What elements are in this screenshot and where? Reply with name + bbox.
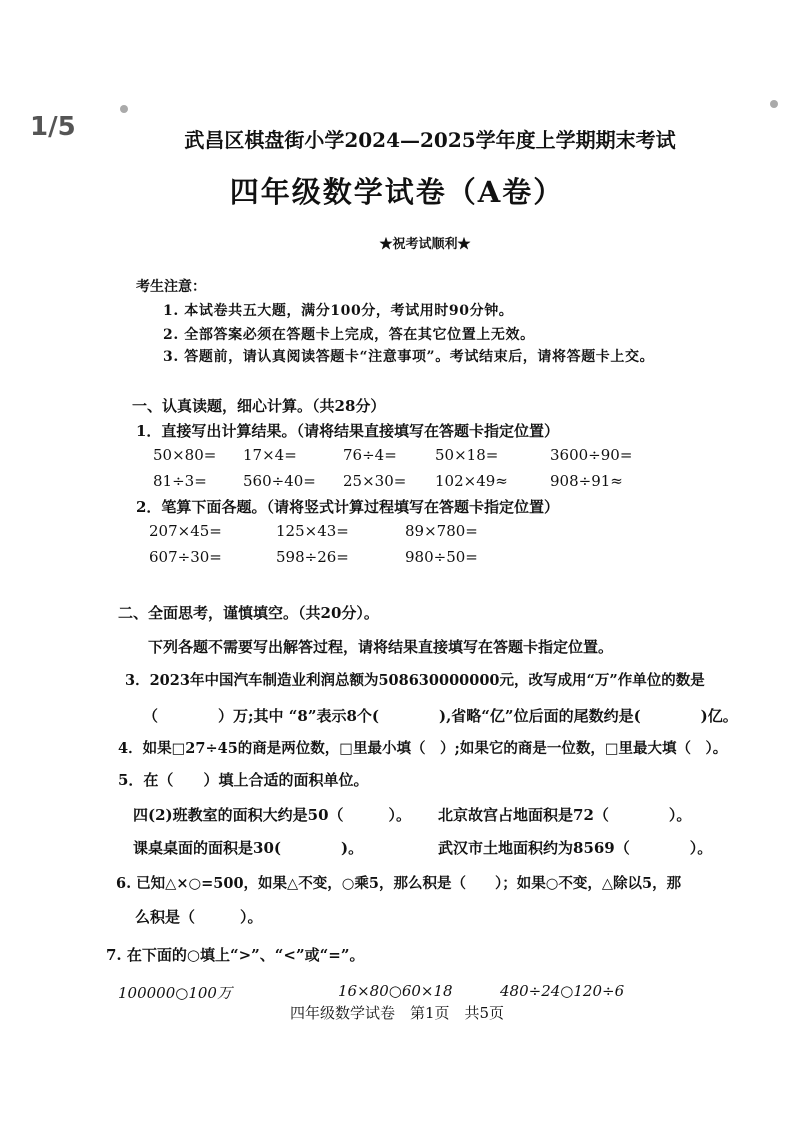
question-3-line-2: （ ）万;其中 “8”表示8个( ),省略“亿”位后面的尾数约是( )亿。	[143, 707, 738, 725]
question-5-item: 北京故宫占地面积是72（ ）。	[438, 806, 692, 824]
question-7-title: 7. 在下面的○填上“>”、“<”或“=”。	[106, 946, 365, 964]
scan-dot-mark	[770, 100, 778, 108]
calc-item: 50×18=	[435, 446, 499, 464]
section-2-heading: 二、全面思考，谨慎填空。（共20分）。	[118, 604, 379, 622]
page-indicator: 1/5	[30, 112, 76, 142]
exam-subtitle: 四年级数学试卷（A卷）	[229, 175, 565, 209]
notice-heading: 考生注意：	[136, 279, 206, 295]
question-1-title: 1．直接写出计算结果。（请将结果直接填写在答题卡指定位置）	[136, 422, 559, 440]
compare-item: 16×80○60×18	[338, 982, 453, 1000]
notice-item: 1. 本试卷共五大题，满分100分，考试用时90分钟。	[163, 303, 514, 319]
calc-item: 50×80=	[153, 446, 217, 464]
calc-item: 81÷3=	[153, 472, 207, 490]
calc-item: 207×45=	[149, 522, 222, 540]
calc-item: 17×4=	[243, 446, 297, 464]
calc-item: 125×43=	[276, 522, 349, 540]
calc-item: 76÷4=	[343, 446, 397, 464]
calc-item: 980÷50=	[405, 548, 478, 566]
compare-item: 100000○100万	[118, 984, 232, 1002]
calc-item: 607÷30=	[149, 548, 222, 566]
calc-item: 25×30=	[343, 472, 407, 490]
calc-item: 908÷91≈	[550, 472, 623, 490]
calc-item: 89×780=	[405, 522, 478, 540]
scan-dot-mark	[120, 105, 128, 113]
notice-item: 2. 全部答案必须在答题卡上完成，答在其它位置上无效。	[163, 327, 535, 343]
notice-item: 3. 答题前，请认真阅读答题卡“注意事项”。考试结束后，请将答题卡上交。	[163, 349, 655, 365]
good-luck-line: ★祝考试顺利★	[379, 237, 471, 252]
question-6-line-2: 么积是（ ）。	[135, 908, 263, 926]
calc-item: 102×49≈	[435, 472, 508, 490]
question-2-title: 2．笔算下面各题。（请将竖式计算过程填写在答题卡指定位置）	[136, 498, 559, 516]
section-2-instruction: 下列各题不需要写出解答过程，请将结果直接填写在答题卡指定位置。	[148, 638, 614, 656]
calc-item: 598÷26=	[276, 548, 349, 566]
question-4: 4．如果□27÷45的商是两位数，□里最小填（ ）;如果它的商是一位数，□里最大填（ ）。	[118, 740, 728, 757]
exam-title: 武昌区棋盘街小学2024—2025学年度上学期期末考试	[184, 128, 676, 152]
calc-item: 560÷40=	[243, 472, 316, 490]
page-footer: 四年级数学试卷 第1页 共5页	[289, 1004, 505, 1022]
section-1-heading: 一、认真读题，细心计算。（共28分）	[132, 397, 386, 415]
question-5-title: 5．在（ ）填上合适的面积单位。	[118, 771, 369, 789]
question-5-item: 四(2)班教室的面积大约是50（ ）。	[133, 806, 412, 824]
calc-item: 3600÷90=	[550, 446, 633, 464]
question-5-item: 课桌桌面的面积是30( )。	[133, 839, 364, 857]
compare-item: 480÷24○120÷6	[500, 982, 625, 1000]
question-5-item: 武汉市土地面积约为8569（ ）。	[438, 839, 713, 857]
question-3-line-1: 3．2023年中国汽车制造业利润总额为508630000000元，改写成用“万”作单位的数是	[125, 672, 705, 689]
question-6-line-1: 6. 已知△×○=500，如果△不变，○乘5，那么积是（ ）；如果○不变，△除以5，那	[116, 875, 682, 892]
